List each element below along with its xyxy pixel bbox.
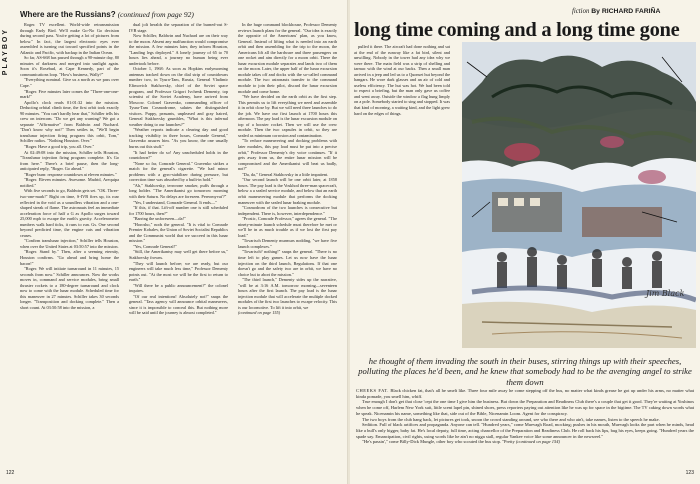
paragraph: "It had better do so! Any unscheduled holds in the countdown?" [129, 149, 228, 161]
paragraph: Roger. TV excellent. World-wide retransmission through Early Bird. We'll make Go-No Go decision during second pass. You're getting a lot of pictures from below." In fact, the largest electronic eyes ever assembled is turning out toward specified points in the Atlantic and Pacific, with backup in the Indian Ocean. [20, 22, 119, 55]
paragraph: In the huge command blockhouse, Professor Dementy reviews launch plans for the general. "Our idea is exactly the opposite of the Americans' plan, as you know, General. Instead of lifting what is needed into an earth orbit and then assembling for the trip to the moon, the Americans lift all the hardware and three passengers on one rocket and aim directly for a moon orbit. There the lunar excursion module separates and lands two of them on the moon. Later, the upper half of the lunar excursion module takes off and docks with the so-called command module. The two astronauts transfer to the command module to join their pilot, discard the lunar excursion module and come home. [238, 22, 337, 94]
paragraph: "Tovarisch Dementy murmurs nodding, "we have five launch complexes." [238, 238, 337, 249]
right-text-column [354, 44, 450, 188]
page-number-right: 123 [685, 470, 694, 476]
paragraph: "Will there be a public announcement?" the colonel inquires. [129, 282, 228, 294]
lead-caps: CHEEKS FAT. [356, 388, 389, 393]
continued-note: (continued on page 155) [238, 310, 281, 316]
page-number-left: 122 [6, 470, 15, 476]
story-body [356, 388, 694, 445]
illustration [462, 42, 696, 348]
story-paragraph: The two boys from the club hang back, let pictures get took, snoon the crowd standing around, see who there and who ain't, take names, listen to the speech he make. [362, 416, 660, 422]
right-page [350, 0, 700, 484]
paragraph: "Roger burn: response countdown at eleven minutes." [24, 171, 117, 177]
story-title: long time coming and a long time gone [354, 19, 680, 41]
paragraph: "We have decided on the earth orbit as the first step. This permits us to lift everything we need and assemble it in orbit close by. But we will need three launches to do the job. We have our first launch at 1700 hours this afternoon. The pay load is the lunar excursion module on top of a booster rocket. Then we will use the crew module. Then the two capsules in orbit, so they are sealed as minimum corrosion and contamination. [238, 94, 337, 138]
paragraph: "Da, da," General Stakhovsky in a little impatient. [242, 171, 329, 177]
paragraph: "Of our real intentions! Absolutely not!" snaps the general. "Tass agency will announce orbital maneuvers, since it is impossible to conceal this. But nothing more will be said until the journey is almost completed." [129, 293, 228, 316]
illustration-caption: he thought of them invading the south in their buses, stirring things up with their speeches, polluting the places he'd been, and he knew that somebody had to be the avenging angel to strike them down [358, 356, 692, 387]
paragraph: "Everything nominal. Give us a north as we pass over Cape." [20, 77, 119, 89]
story-paragraph [356, 439, 694, 445]
byline-author: By RICHARD FARIÑA [591, 8, 661, 15]
paragraph: "None so far, Comrade General." Gravenko strikes a match for the general's cigarette. "We had minor problems with a gyro-stabilizer during pressure, but correction time was absorbed by a built-in hold." [129, 160, 228, 183]
paragraph: "Weather reports indicate a clearing day and good tracking visibility in three hours, Comrade General," Gravenko assures him. "As you know, the one usually burns out this stuff." [129, 127, 228, 150]
left-page [0, 0, 348, 484]
story-lead-paragraph [356, 388, 694, 399]
paragraph: At 02:49:08 into the mission, Schiller tells Houston, "Translunar injection firing program complete. It's Go from here." There's a brief pause, then the long-anticipated reply, "Roger. Go ahead." [20, 149, 119, 172]
paragraph: "Yes, Comrade General!" [133, 243, 177, 249]
paragraph: "Barring the unforeseen—da!" [133, 216, 186, 222]
paragraph: Apollo's clock reads 01:01:32 into the mission. Deducting orbital climb time, the first orbit took exactly 90 minutes. "You can't hardly hear that," Schiller tells his crew on intercom. "Do we get any warning? We got a separate "Affirmative" from Baldwin and Nuchard. "Don't know why not!" Then settles in, "We'll begin translunar injection firing program this orbit, Tom," Schiller radios. "Nothing Houston. Over." [20, 99, 119, 144]
paragraph: "Roger. We will initiate turnaround in 11 minutes, 15 seconds from now." Schiller announces. Now the works moves in, command and service modules, bring small thruster rockets to a 180-degree turnaround and clock now to come with the lunar module. Scheduled time for this maneuver in 27 minutes. Schiller takes 30 seconds longer. "Transposition and docking complete." Then a short count. At 03:50:58 into the mission, a [20, 266, 119, 310]
paragraph: pulled it there. The aircraft had done nothing and sat at the end of the runway like a fat bird, silent and unwilling. Nobody in the tower had any idea why we were there. The main field was a strip of shelling and tarmac with the wind at our backs. Then a small man arrived in a jeep and led us to a Quonset hut beyond the hangars. He wore dark glasses and an air of cold and useless efficiency. The hut was hot. We had been told to expect a briefing, but the man only gave us coffee and went away. Outside the window a flag hung limply on a pole. Somebody started to sing and stopped. It was that kind of morning, a waiting kind, and the light grew hard on the edges of things. [354, 44, 450, 116]
artist-signature: Jim Black [646, 289, 685, 298]
article-heading [20, 10, 194, 19]
paragraph: So far, AS-668 has passed through a 90-minute day, 80 minutes of darkness and merged into sunlight again. Soon it's Rosebud, at Cape Kennedy, part of the communications loop. "How's business, Wally?" [20, 55, 119, 77]
paragraph: "Still, the Amerikantsy may well get there before us," Stakhovsky frowns. [129, 249, 228, 260]
text-column-3 [238, 22, 337, 462]
paragraph: October 1, 1968: As soon as Hopkins earlymorning antennas tracked down on the dial strip of countdowns number two, in Tyura-Tam, Russia, General Vladimir Efimovich Stakhovsky, chief of the Soviet space program, and Professor Grigori Ivchenk Dementy, top scientist of the Soviet Academy, have arrived from Moscow. Colonel Gravenko, commanding officer of Tyura-Tam Cosmodrome, salutes the distinguished visitors. Puppy, peasants, unpleased and gray haired, General Stakhovsky grumbles, "What is this infernal weather doing to our launches?" [129, 66, 228, 127]
paragraph: "Tovarisch? nothing!" snaps the general. "There is no time left to play games. Let us now have the lunar injection on the third launch, Regulations. If that one doesn't go and the safety two are in orbit, we have no choice but to abort the mission." [238, 249, 337, 277]
text-column-2 [129, 22, 228, 462]
paragraph: "Roger. Have a good trip, you all. Over." [24, 144, 95, 150]
story-continued-note: (continued on page 154) [515, 439, 560, 445]
paragraph: "They will launch before; we are ready, but our engineers will take much less time," Professor Dementy points out. "At the most we will be the first to return to earth." [129, 260, 228, 283]
paragraph: "To reduce maneuvering and docking problems with later modules, this pay load must be put into a precise orbit," Professor Dementy's dry voice continues. "If it gets away from us, the entire lunar mission will be compromised and the Amerikantsi will beat us badly, not?" [238, 138, 337, 172]
story-paragraph: Sedition. Full of black artifices and propaganda. Anyone can tell. "Hundred years," come Muevagh Road, mocking; pushes in his mouth, Muevagh looks the part when he minds, head like a bull's only bigger, baby fat. He's local deputy, full time, acting chancellor of the Preparation and Readiness Club. He roll back his lips, bug his eyes, keeps going. "Hundred years the spade say. Emancipation, civil rights, using words like he ain't no nigga stall, regular Yankee voice like some announcer in the newsreel." [356, 422, 694, 439]
heading-continued: (continued from page 92) [117, 10, 194, 19]
byline [572, 8, 660, 15]
text-column-3-body [238, 22, 337, 310]
illustration-painting [462, 42, 696, 348]
heading-title: Where are the Russians? [20, 10, 116, 19]
paragraph: "Roger. Eleven minutes. Awesome. Madrid, Arequipa notified." [20, 177, 119, 188]
paragraph: "Cosmodrom of the two launches is consecutive but independent. There is, however, interdependence." [238, 205, 337, 216]
lead-text: Black chicken fat, that's all he smelt like. Three four mile away he come stepping off the bus, no matter what kinds grease he got up under his arms, no matter what kinda pomade, you smell him, whiff. [356, 388, 695, 399]
byline-prefix: fiction [572, 8, 590, 15]
paragraph: "Our second launch will be one orbit later, at 1858 hours. The pay load is the Voskhod three-man spacecraft, below a a sealed service module, and below that an earth orbit maneuvering module that performs the docking maneuver with the sealed lunar braking module. [238, 177, 337, 205]
story-paragraph-text: "He's passin'," come Billy-Dick Mungle, other boy who scouted the bus stop. "Pretty [362, 439, 515, 445]
paragraph: "If this, if that. Lift-off number one is still scheduled for 1700 hours, then?" [129, 205, 228, 216]
paragraph: "Prostic, Comrade Professor," agrees the general. "The ninety-minute launch schedule must therefore be met or we'll be in as much trouble as if we lost the first pay load." [238, 216, 337, 238]
text-column-1 [20, 22, 119, 462]
paragraph: "Roger. Stand by." Then, after a seeming eternity, Houston confirms. "Go ahead and bring home the bacon!" [20, 249, 119, 266]
paragraph: dual jolt heralds the separation of the burned-out S-IVB stage. [129, 22, 228, 33]
paragraph: "Roger. Five minutes later comes the "Three-one-one-mark!" [20, 88, 119, 100]
paragraph: With five seconds to go, Baldwin gets set. "OK. Three-two-one-mark!" Right on time, S-IVB fires up, its roar reflected in the void as a soundless vibration and a one-shaped streak of flame. The astronauts feel an immediate acceleration force of half a G as Apollo surges toward 25,000 mph to escape the earth's gravity. Accelerometer numbers walk hard ticks, it runs to run. Gs. One second beyond predicted time, the engine cuts and vibration ceases. [20, 188, 119, 238]
paragraph: Now Schiller, Baldwin and Nuchard are on their way to the moon. Absent any malfunction would compromise the mission. A few minutes later, they inform Houston, "Landing legs deployed." A lonely journey of 65 to 70 hours lies ahead, a journey no human being ever undertook before. [129, 33, 228, 66]
paragraph: "Confirm translunar injection," Schiller tells Houston, when over the United States at 03:50:57 into the mission. [20, 238, 119, 249]
paragraph: "Horosho," nods the general. "It is vital to Comrade Premier Kobalev, the Union of Soviet Socialist Republics and the Communist world that we succeed in this lunar mission." [129, 221, 228, 244]
paragraph: "The third launch," Dementy sides up the narrative, "will be at 3:16 A.M. tomorrow morning—seventeen hours after the first launch. The pay load is the lunar injection module that will accelerate the multiple docked modules of the first two launches to escape velocity. This is our locomotive. To lift it into orbit, we [238, 277, 337, 310]
story-paragraph: True enough I don't get that close 'cept the one time I give him the business. But down the Preparation and Readiness Club there's a couple that get it good. They're waiting at Yoshinos when he come off, Harlem New York suit, little scent lapel pin, shined shoes, press reporters paying out attention like he was up for space in the bigtime. The TV caking down words what he speak. Nicenamin his name, something like that, side out of the Bible, Nicenamin Loom. Agent for the conspiracy. [356, 399, 694, 416]
paragraph: "Yes, I understand, Comrade General. It ends—" [133, 199, 217, 205]
magazine-vertical-label: PLAYBOY [2, 28, 9, 76]
paragraph: "Ah," Stakhovsky, terrorone smoker, puffs through a long holder. "The Amerikantsi go tomorrow morning with their Saturn. No delays are foreseen. Pereomyvat'?" [129, 182, 228, 199]
